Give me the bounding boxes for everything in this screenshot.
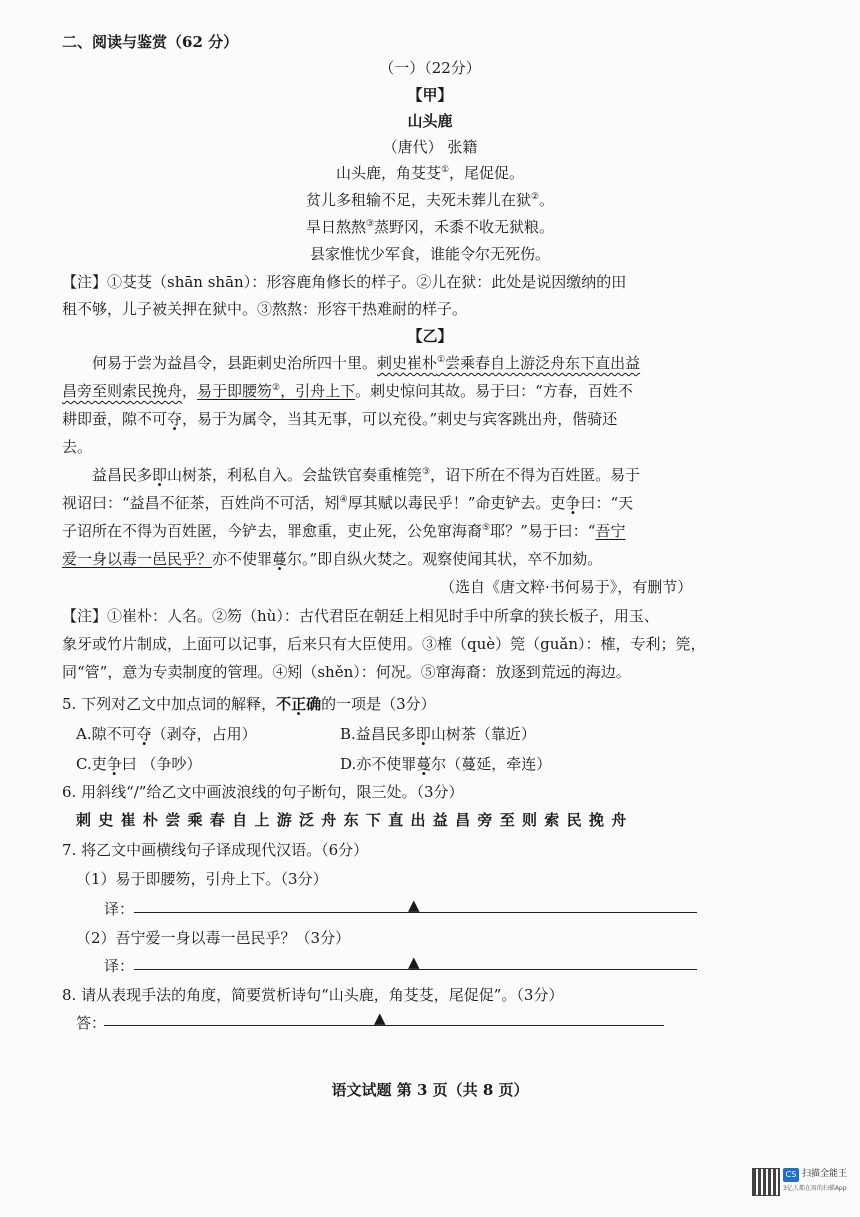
option-b: B.益昌民多即山树茶（靠近） xyxy=(340,725,536,743)
section-title: 二、阅读与鉴赏（62 分） xyxy=(62,33,239,51)
option-c: C.吏争曰 （争吵） xyxy=(76,755,202,773)
q6-sentence: 刺史崔朴尝乘春自上游泛舟东下直出益昌旁至则索民挽舟 xyxy=(76,811,634,829)
question-7-stem: 7. 将乙文中画横线句子译成现代汉语。（6分） xyxy=(62,841,369,859)
yi-para2-line4: 爱一身以毒一邑民乎？亦不使罪蔓尔。”即自纵火焚之。观察使闻其状，卒不加劾。 xyxy=(62,550,603,568)
yi-para1-line2: 昌旁至则索民挽舟，易于即腰笏②，引舟上下。刺史惊问其故。易于曰：“方春，百姓不 xyxy=(62,382,633,400)
yi-note-line1: 【注】①崔朴：人名。②笏（hù）：古代君臣在朝廷上相见时手中所拿的狭长板子，用玉、 xyxy=(62,607,659,625)
triangle-marker-icon: ▲ xyxy=(374,1009,386,1027)
yi-source: （选自《唐文粹·书何易于》，有删节） xyxy=(440,578,693,596)
poem-title: 山头鹿 xyxy=(407,112,453,130)
q7-sub2: （2）吾宁爱一身以毒一邑民乎？（3分） xyxy=(76,929,351,947)
yi-para1-line3: 耕即蚕，隙不可夺，易于为属令，当其无事，可以充役。”刺史与宾客跳出舟，偕骑还 xyxy=(62,410,618,428)
poem-line: 山头鹿，角芟芟①，尾促促。 xyxy=(335,164,525,182)
watermark-name: 扫描全能王 xyxy=(802,1169,848,1179)
dotted-word: 夺 xyxy=(167,410,183,428)
question-6-stem: 6. 用斜线“/”给乙文中画波浪线的句子断句，限三处。（3分） xyxy=(62,783,464,801)
poem-author: （唐代） 张籍 xyxy=(382,138,478,156)
poem-line: 旱日熬熬③蒸野冈，禾黍不收无狱粮。 xyxy=(305,218,555,236)
page-footer: 语文试题 第 3 页（共 8 页） xyxy=(331,1081,529,1099)
question-8-stem: 8. 请从表现手法的角度，简要赏析诗句“山头鹿，角芟芟，尾促促”。（3分） xyxy=(62,986,564,1004)
dotted-word: 蔓 xyxy=(272,550,288,568)
yi-note-line3: 同“管”，意为专卖制度的管理。④矧（shěn）：何况。⑤窜海裔：放逐到荒远的海边。 xyxy=(62,663,631,681)
triangle-marker-icon: ▲ xyxy=(408,896,420,914)
jia-note-line1: 【注】①芟芟（shān shān）：形容鹿角修长的样子。②儿在狱：此处是说因缴纳的田 xyxy=(62,273,627,291)
question-5-stem: 5. 下列对乙文中加点词的解释，不正确的一项是（3分） xyxy=(62,695,436,713)
poem-line: 贫儿多租输不足，夫死未葬儿在狱②。 xyxy=(305,191,555,209)
q8-answer-label: 答： xyxy=(76,1014,107,1032)
camscanner-logo-icon: CS xyxy=(783,1168,799,1182)
q7-answer-label-2: 译： xyxy=(104,957,135,975)
yi-para1-line4: 去。 xyxy=(62,438,93,456)
emphasis-not-correct: 不正确 xyxy=(276,695,322,713)
poem-line: 县家惟忧少军食，谁能令尔无死伤。 xyxy=(309,245,550,263)
underlined-sentence-1: 易于即腰笏②，引舟上下 xyxy=(197,382,356,400)
underlined-sentence-2: 爱一身以毒一邑民乎？ xyxy=(62,550,213,568)
watermark-subtitle: 3亿人都在用的扫描App xyxy=(783,1185,847,1192)
yi-label: 【乙】 xyxy=(407,327,453,345)
yi-note-line2: 象牙或竹片制成，上面可以记事，后来只有大臣使用。③榷（què）筦（guǎn）：榷，专利；筦， xyxy=(62,635,706,653)
wavy-sentence: 刺史崔朴①尝乘春自上游泛舟东下直出益 xyxy=(377,354,641,372)
triangle-marker-icon: ▲ xyxy=(408,953,420,971)
q7-answer-label-1: 译： xyxy=(104,900,135,918)
yi-para2-line1: 益昌民多即山树茶，利私自入。会盐铁官奏重榷筦③，诏下所在不得为百姓匿。易于 xyxy=(92,466,641,484)
part1-heading: （一）（22分） xyxy=(379,59,481,77)
jia-note-line2: 租不够，儿子被关押在狱中。③熬熬：形容干热难耐的样子。 xyxy=(62,300,468,318)
dotted-word: 即 xyxy=(152,466,168,484)
jia-label: 【甲】 xyxy=(407,86,453,104)
underlined-sentence-2: 吾宁 xyxy=(595,522,626,540)
qr-code-icon xyxy=(752,1168,780,1196)
q7-sub1: （1）易于即腰笏，引舟上下。（3分） xyxy=(76,870,328,888)
yi-para1-line1: 何易于尝为益昌令，县距刺史治所四十里。刺史崔朴①尝乘春自上游泛舟东下直出益 xyxy=(92,354,641,372)
option-d: D.亦不使罪蔓尔（蔓延，牵连） xyxy=(340,755,552,773)
yi-para2-line2: 视诏曰：“益昌不征茶，百姓尚不可活，矧④厚其赋以毒民乎！”命吏铲去。吏争曰：“天 xyxy=(62,494,634,512)
option-a: A.隙不可夺（剥夺，占用） xyxy=(76,725,257,743)
yi-para2-line3: 子诏所在不得为百姓匿，今铲去，罪愈重，吏止死，公免窜海裔⑤耶？”易于曰：“吾宁 xyxy=(62,522,626,540)
dotted-word: 争 xyxy=(565,494,581,512)
